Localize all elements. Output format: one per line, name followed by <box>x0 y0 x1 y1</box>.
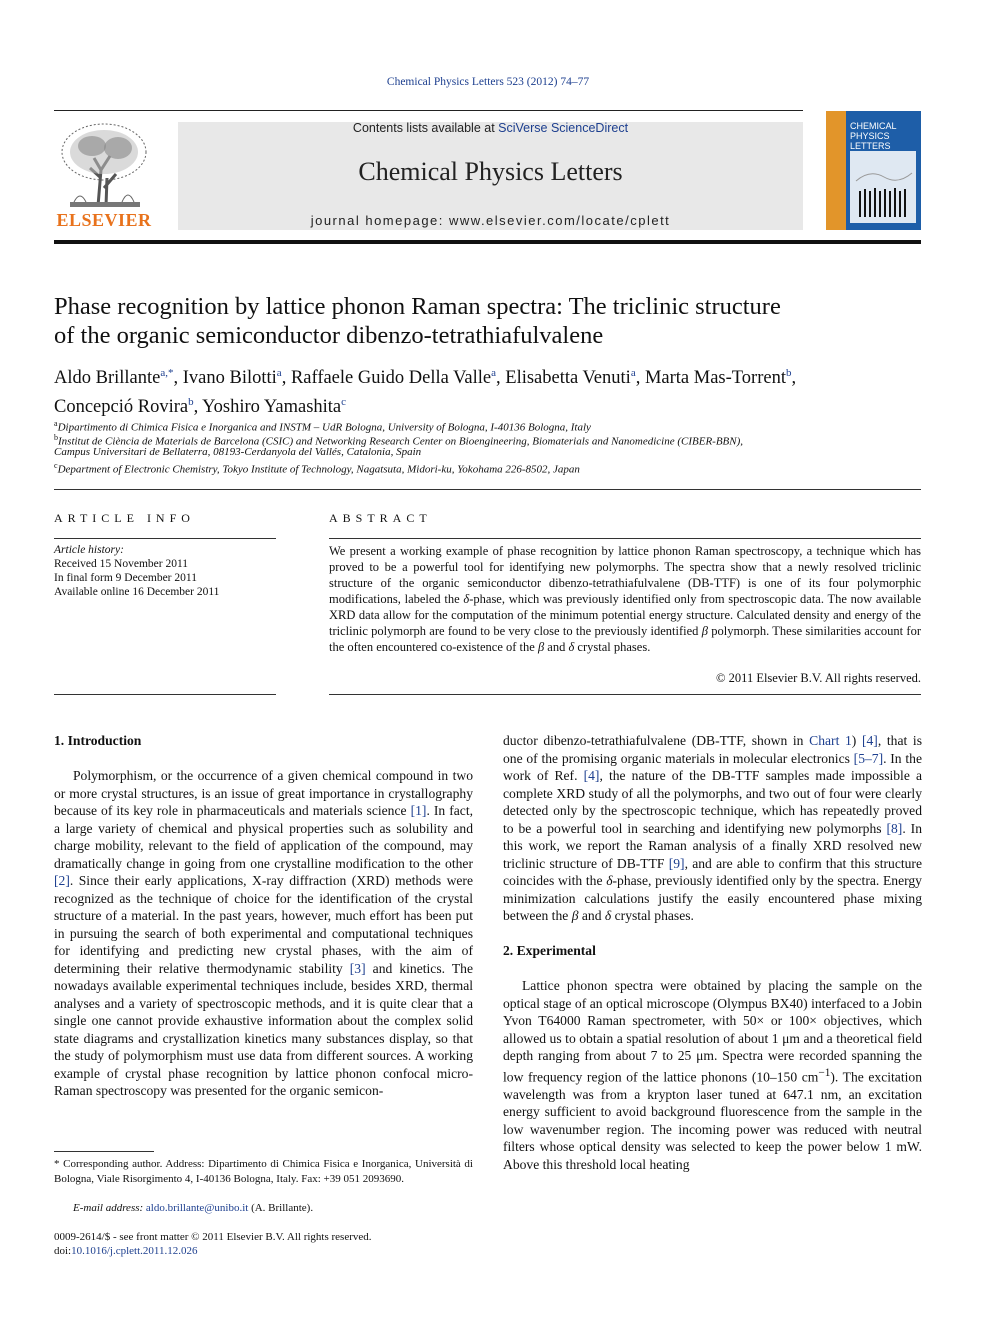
text-run: and kinetics. The nowadays available experimental techniques include, besides XRD, thermal analyses and a variety of spectroscopic methods, and it is quite clear that a single one cannot provide exhaustive information about the complex solid state diagrams and crystallization kinetics many substances display, so that the study of polymorphism must use data from different sources. A working example of crystal phase recognition by lattice phonon confocal micro-Raman spectroscopy was presented for the organic semicon- <box>54 960 473 1098</box>
intro-paragraph-continued <box>503 732 922 925</box>
affiliation-b-cont <box>54 445 934 459</box>
online-date: Available online 16 December 2011 <box>54 586 220 598</box>
author-affil-link[interactable]: a <box>630 367 636 379</box>
author-separator: , <box>281 368 291 389</box>
symbol-delta: δ <box>568 640 575 654</box>
affil-label: b <box>54 433 58 442</box>
cover-title-line: PHYSICS <box>850 131 890 141</box>
text-run: ). The excitation wavelength was from a krypton laser tuned at 647.1 nm, an excitation energy sufficient to avoid background fluorescence from the sample in the low wavenumber region. The incoming power was reduced with neutral filters whose optical density was selected to keep the power below 1 mW. Above this threshold local heating <box>503 1069 922 1172</box>
cover-side-strip <box>826 111 846 230</box>
text-run: , that is one of the promising organic materials in molecular electronics <box>503 733 922 766</box>
author-name: Marta Mas-Torrent <box>644 368 786 389</box>
affil-label: c <box>54 461 58 470</box>
text-run: ) <box>851 733 862 748</box>
author-separator: , <box>635 368 645 389</box>
text-run: Polymorphism, or the occurrence of a given chemical compound in two or more crystal structures, is an issue of great importance in crystallography because of its key role in pharmaceuticals and materials science <box>54 768 473 818</box>
author-affil-link[interactable]: a,* <box>160 367 174 379</box>
author-list <box>54 361 934 419</box>
cover-title <box>850 121 897 151</box>
citation-link[interactable]: [5–7] <box>853 750 884 766</box>
body-left-column <box>54 732 473 1100</box>
abstract-copyright: © 2011 Elsevier B.V. All rights reserved. <box>716 671 921 685</box>
info-rule-bottom <box>54 694 276 695</box>
cover-spectrum-graphic <box>850 151 916 223</box>
citation-link[interactable]: [1] <box>410 803 427 818</box>
affiliation-c <box>54 459 934 477</box>
section-heading-experimental: 2. Experimental <box>503 943 596 958</box>
text-run: -phase, previously identified only by the spectra. Energy minimization calculations justify the easily encountered phase mixing between the <box>503 873 922 923</box>
abstract-run: and <box>544 640 569 654</box>
issn-doi-block <box>54 1230 473 1258</box>
title-line: Phase recognition by lattice phonon Raman spectra: The triclinic structure <box>54 293 781 320</box>
article-history <box>54 543 276 599</box>
text-run: . In this work, we report the Raman analysis of a finally XRD resolved new triclinic structure of DB-TTF <box>503 820 923 871</box>
experimental-paragraph <box>503 977 922 1173</box>
symbol-beta: β <box>571 908 579 923</box>
abstract-run: -phase, which was previously identified only from spectroscopic data. The now available XRD data allow for the computation of the minimum potential energy structure. Calculated density and energy of the triclinic polymorph are found to be very close to the previously identified <box>329 592 921 638</box>
chart-link[interactable]: Chart 1 <box>809 733 852 748</box>
affil-text: Institut de Ciència de Materials de Barcelona (CSIC) and Networking Research Center on Bioengineering, Biomaterials and Nanomedicine (CIBER-BBN), <box>58 435 744 448</box>
article-info-heading: ARTICLE INFO <box>54 511 195 525</box>
affil-text: Campus Universitari de Bellaterra, 08193-Cerdanyola del Vallés, Catalonia, Spain <box>54 446 422 458</box>
contents-prefix: Contents lists available at <box>352 121 499 135</box>
abstract-run: crystal phases. <box>574 640 651 654</box>
citation-link[interactable]: [2] <box>54 873 70 888</box>
text-run: . In the work of Ref. <box>503 750 922 783</box>
doi-prefix: doi: <box>54 1245 72 1257</box>
text-run: ductor dibenzo-tetrathiafulvalene (DB-TTF, shown in <box>503 733 810 748</box>
title-line: of the organic semiconductor dibenzo-tetrathiafulvalene <box>54 322 604 349</box>
publisher-wordmark: ELSEVIER <box>56 210 152 230</box>
abstract-run: polymorph. These similarities account for the often encountered co-existence of the <box>329 624 921 654</box>
body-right-column <box>503 732 922 1173</box>
text-run: Lattice phonon spectra were obtained by placing the sample on the optical stage of an optical microscope (Olympus BX40) interfaced to a Jobin Yvon T64000 Raman spectrometer, with 50× or 100× objectives, which allowed us to obtain a spatial resolution of about 1 μm and a theoretical field depth ranging from about 7 to 25 μm. Spectra were recorded spanning the low frequency region of the lattice phonons (10–150 cm <box>503 978 922 1085</box>
received-date: Received 15 November 2011 <box>54 558 189 570</box>
abstract-run: We present a working example of phase recognition by lattice phonon Raman spectroscopy, a technique which has proved to be a powerful tool for identifying new polymorphs. The spectra show that a newly resolved triclinic structure of the organic semiconductor dibenzo-tetrathiafulvalene (DB-TTF) is one of its four polymorphic modifications, labeled the <box>329 544 921 606</box>
header-bottom-rule <box>54 240 921 244</box>
cover-title-line: LETTERS <box>850 141 891 151</box>
author-name: Elisabetta Venuti <box>505 368 631 389</box>
author-separator: , <box>791 368 797 389</box>
affil-text: Department of Electronic Chemistry, Tokyo Institute of Technology, Nagatsuta, Midori-ku, Yokohama 226-8502, Japan <box>57 463 580 476</box>
email-suffix: (A. Brillante). <box>248 1202 314 1214</box>
info-rule-top <box>54 538 276 539</box>
author-name: Ivano Bilotti <box>182 368 277 389</box>
journal-homepage-link[interactable]: journal homepage: www.elsevier.com/locate/cplett <box>310 213 671 228</box>
email-link[interactable]: aldo.brillante@unibo.it <box>145 1202 249 1214</box>
text-run: and <box>578 908 605 923</box>
abstract-rule-bottom <box>329 694 921 695</box>
symbol-delta: δ <box>604 908 612 923</box>
author-affil-link[interactable]: b <box>188 396 194 409</box>
header-top-rule <box>54 110 803 111</box>
author-name: Raffaele Guido Della Valle <box>290 368 492 389</box>
abstract-rule-top <box>329 538 921 539</box>
citation-link[interactable]: [8] <box>886 820 903 836</box>
author-name: Yoshiro Yamashita <box>202 397 342 418</box>
author-affil-link[interactable]: b <box>785 367 792 379</box>
doi-line <box>54 1244 473 1258</box>
superscript: −1 <box>818 1066 831 1079</box>
author-affil-link[interactable]: a <box>491 367 497 379</box>
symbol-beta: β <box>701 624 708 638</box>
text-run: , and are able to confirm that this structure coincides with the <box>503 855 922 888</box>
final-form-date: In final form 9 December 2011 <box>54 572 197 584</box>
sciencedirect-link[interactable]: SciVerse ScienceDirect <box>498 121 629 135</box>
symbol-delta: δ <box>463 592 470 606</box>
text-run: . In fact, a large variety of chemical and physical properties such as solubility and charge mobility, relevant to the field of application of the compound, may dramatically change in going from one crystalline modification to the other <box>54 803 474 871</box>
affil-text: Dipartimento di Chimica Fisica e Inorganica and INSTM – UdR Bologna, University of Bologna, I-40136 Bologna, Italy <box>57 421 591 434</box>
title-block-rule <box>54 489 921 490</box>
corresponding-author-note: * Corresponding author. Address: Dipartimento di Chimica Fisica e Inorganica, Università di Bologna, Viale Risorgimento 4, I-40136 Bologna, Italy. Fax: +39 051 2093690. <box>54 1158 473 1185</box>
doi-link[interactable]: 10.1016/j.cplett.2011.12.026 <box>71 1245 198 1257</box>
citation-link[interactable]: [3] <box>349 960 366 976</box>
abstract-heading: ABSTRACT <box>329 511 432 525</box>
text-run: crystal phases. <box>611 908 694 923</box>
email-label: E-mail address: <box>73 1202 146 1214</box>
section-heading-introduction: 1. Introduction <box>54 733 142 748</box>
author-affil-link[interactable]: a <box>276 367 282 379</box>
contents-line <box>178 121 803 135</box>
author-name: Concepció Rovira <box>54 397 189 418</box>
journal-name: Chemical Physics Letters <box>358 157 623 186</box>
affil-label: a <box>54 419 58 428</box>
journal-reference[interactable]: Chemical Physics Letters 523 (2012) 74–77 <box>386 76 590 88</box>
author-separator: , <box>496 368 506 389</box>
symbol-beta: β <box>537 640 545 654</box>
issn-line: 0009-2614/$ - see front matter © 2011 Elsevier B.V. All rights reserved. <box>54 1231 372 1243</box>
author-separator: , <box>173 368 183 389</box>
symbol-delta: δ <box>606 873 613 888</box>
citation-link[interactable]: [9] <box>668 855 685 871</box>
article-title <box>54 292 914 350</box>
text-run: . Since their early applications, X-ray diffraction (XRD) methods were recognized as the technique of choice for the identification of the crystal structure of a material. In the past years, however, much effort has been put in pursuing the search of both experimental and computational techniques for identifying and predicting new crystal phases, with the aim of determining their relative thermodynamic stability <box>54 873 473 976</box>
cover-title-line: CHEMICAL <box>850 121 897 131</box>
footnote-rule <box>54 1151 154 1152</box>
journal-cover-thumbnail <box>826 111 921 230</box>
email-footnote <box>54 1201 473 1216</box>
citation-link[interactable]: [4] <box>861 733 878 748</box>
author-separator: , <box>193 397 203 418</box>
history-label: Article history: <box>54 544 124 556</box>
author-affil-link[interactable]: c <box>341 396 347 409</box>
text-run: , the nature of the DB-TTF samples made impossible a complete XRD study of all the polymorphs, and two out of four were clearly detected only by the spectroscopic technique, which has repeatedly proved to be a powerful tool in searching and identifying new polymorphs <box>503 768 922 836</box>
author-name: Aldo Brillante <box>54 368 161 389</box>
citation-link[interactable]: [4] <box>583 768 600 783</box>
cover-image <box>850 151 916 223</box>
intro-paragraph <box>54 767 473 1100</box>
abstract-text <box>329 543 921 655</box>
